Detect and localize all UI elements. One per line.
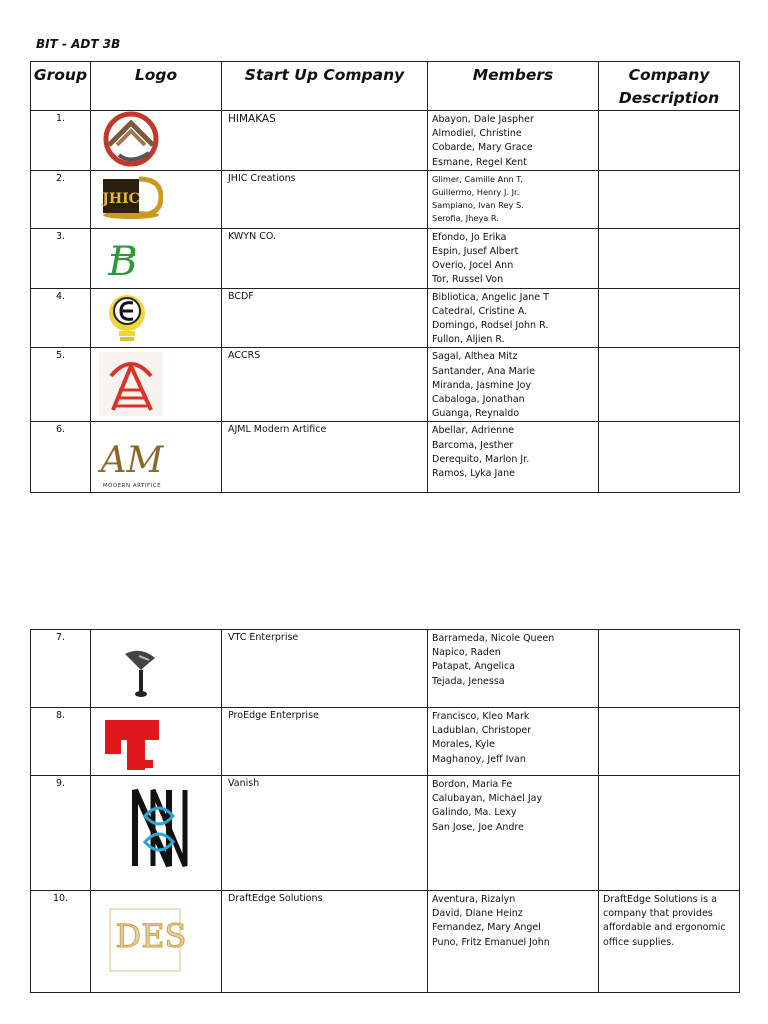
members-cell [428,422,599,493]
company-description [599,422,740,493]
member-name: Puno, Fritz Emanuel John [432,936,550,948]
member-name: Guanga, Reynaldo [432,408,520,420]
logo-cell [91,891,222,993]
member-name: Miranda, Jasmine Joy [432,379,532,391]
draftedge-logo [109,903,201,975]
document-title: BIT - ADT 3B [36,37,121,51]
member-name: Sagal, Althea Mitz [432,351,518,363]
member-name: Calubayan, Michael Jay [432,793,543,805]
table-row [31,288,740,348]
table-row [31,776,740,891]
draftedge-logo-text: DES [115,917,187,955]
member-name: Glimer, Camille Ann T. [432,173,523,184]
table-header-row [31,62,740,111]
logo-cell [91,111,222,171]
bcdf-logo [105,289,153,345]
table-row [31,708,740,776]
member-name: Catedral, Cristine A. [432,305,528,317]
vtc-logo [101,630,181,706]
member-name: Fernandez, Mary Angel [432,922,541,934]
member-name: Aventura, Rizalyn [432,894,516,905]
kwyn-logo [99,233,149,283]
member-name: Tor, Russel Von [432,274,504,286]
member-name: Abayon, Dale Jaspher [432,114,534,125]
company-name: AJML Modern Artifice [222,422,428,493]
member-name: Derequito, Marlon Jr. [432,453,530,465]
group-number: 4. [31,288,91,348]
ajml-logo [97,424,167,492]
logo-cell [91,630,222,708]
member-name: Cabaloga, Jonathan [432,394,525,406]
members-cell [428,776,599,891]
header-description: Company Description [599,62,740,111]
company-name: KWYN CO. [222,228,428,288]
company-description [599,776,740,891]
member-name: Serofia, Jheya R. [432,212,499,223]
member-name: Morales, Kyle [432,739,495,751]
company-description [599,348,740,422]
table-row [31,348,740,422]
members-cell [428,228,599,288]
header-logo: Logo [91,62,222,111]
member-name: Esmane, Regel Kent [432,156,527,168]
groups-table-page-1 [30,61,740,493]
member-name: Almodiel, Christine [432,128,522,140]
member-name: Galindo, Ma. Lexy [432,807,517,819]
table-row [31,111,740,171]
company-description [599,708,740,776]
members-cell [428,630,599,708]
company-description: DraftEdge Solutions is a company that provides affordable and ergonomic office supplies. [599,891,740,993]
proedge-logo [103,714,161,772]
member-name: Barrameda, Nicole Queen [432,633,555,644]
members-cell [428,111,599,171]
logo-cell [91,422,222,493]
members-cell [428,891,599,993]
member-name: Fullon, Aljien R. [432,334,505,346]
member-name: David, Diane Heinz [432,908,523,920]
company-name: Vanish [222,776,428,891]
company-name: VTC Enterprise [222,630,428,708]
group-number: 10. [31,891,91,993]
company-description [599,288,740,348]
company-name: JHIC Creations [222,170,428,228]
logo-cell [91,708,222,776]
header-company: Start Up Company [222,62,428,111]
member-name: Ramos, Lyka Jane [432,468,515,480]
himakas-logo [99,111,163,167]
company-description [599,630,740,708]
member-name: Barcoma, Jesther [432,439,514,451]
members-cell [428,288,599,348]
member-name: Tejada, Jenessa [432,675,505,687]
table-row [31,170,740,228]
member-name: Abellar, Adrienne [432,425,515,437]
company-description [599,170,740,228]
member-name: Maghanoy, Jeff Ivan [432,753,526,765]
header-group: Group [31,62,91,111]
group-number: 6. [31,422,91,493]
logo-cell [91,776,222,891]
members-cell [428,348,599,422]
logo-cell [91,228,222,288]
member-name: Patapat, Angelica [432,661,516,673]
table-row [31,228,740,288]
group-number: 1. [31,111,91,171]
header-members: Members [428,62,599,111]
members-cell [428,708,599,776]
jhic-logo-text: JHIC [102,190,140,207]
jhic-logo [99,175,163,221]
member-name: Cobarde, Mary Grace [432,142,533,154]
member-name: San Jose, Joe Andre [432,821,524,833]
member-name: Ladublan, Christoper [432,725,532,737]
company-name: BCDF [222,288,428,348]
company-description [599,228,740,288]
table-row [31,422,740,493]
group-number: 2. [31,170,91,228]
member-name: Bibliotica, Angelic Jane T [432,291,549,303]
members-cell [428,170,599,228]
logo-cell [91,348,222,422]
company-name: DraftEdge Solutions [222,891,428,993]
member-name: Francisco, Kleo Mark [432,711,530,722]
member-name: Domingo, Rodsel John R. [432,320,549,332]
group-number: 7. [31,630,91,708]
company-description [599,111,740,171]
member-name: Guillermo, Henry J. Jr. [432,186,520,197]
groups-table-page-2 [30,629,740,993]
group-number: 3. [31,228,91,288]
logo-cell [91,288,222,348]
member-name: Santander, Ana Marie [432,365,536,377]
member-name: Sampiano, Ivan Rey S. [432,199,524,210]
table-row [31,630,740,708]
company-name: HIMAKAS [222,111,428,171]
table-row [31,891,740,993]
accrs-logo [99,352,163,416]
group-number: 8. [31,708,91,776]
group-number: 9. [31,776,91,891]
member-name: Napico, Raden [432,647,501,659]
logo-cell [91,170,222,228]
member-name: Efondo, Jo Erika [432,231,507,243]
company-name: ACCRS [222,348,428,422]
member-name: Overio, Jocel Ann [432,260,514,272]
company-name: ProEdge Enterprise [222,708,428,776]
kwyn-logo-text: B [108,238,138,283]
member-name: Bordon, Maria Fe [432,779,513,790]
member-name: Espin, Jusef Albert [432,246,519,258]
vanish-logo [129,786,193,870]
ajml-logo-text: AM [100,440,164,482]
ajml-logo-subtext: MODERN ARTIFICE [102,483,162,490]
group-number: 5. [31,348,91,422]
